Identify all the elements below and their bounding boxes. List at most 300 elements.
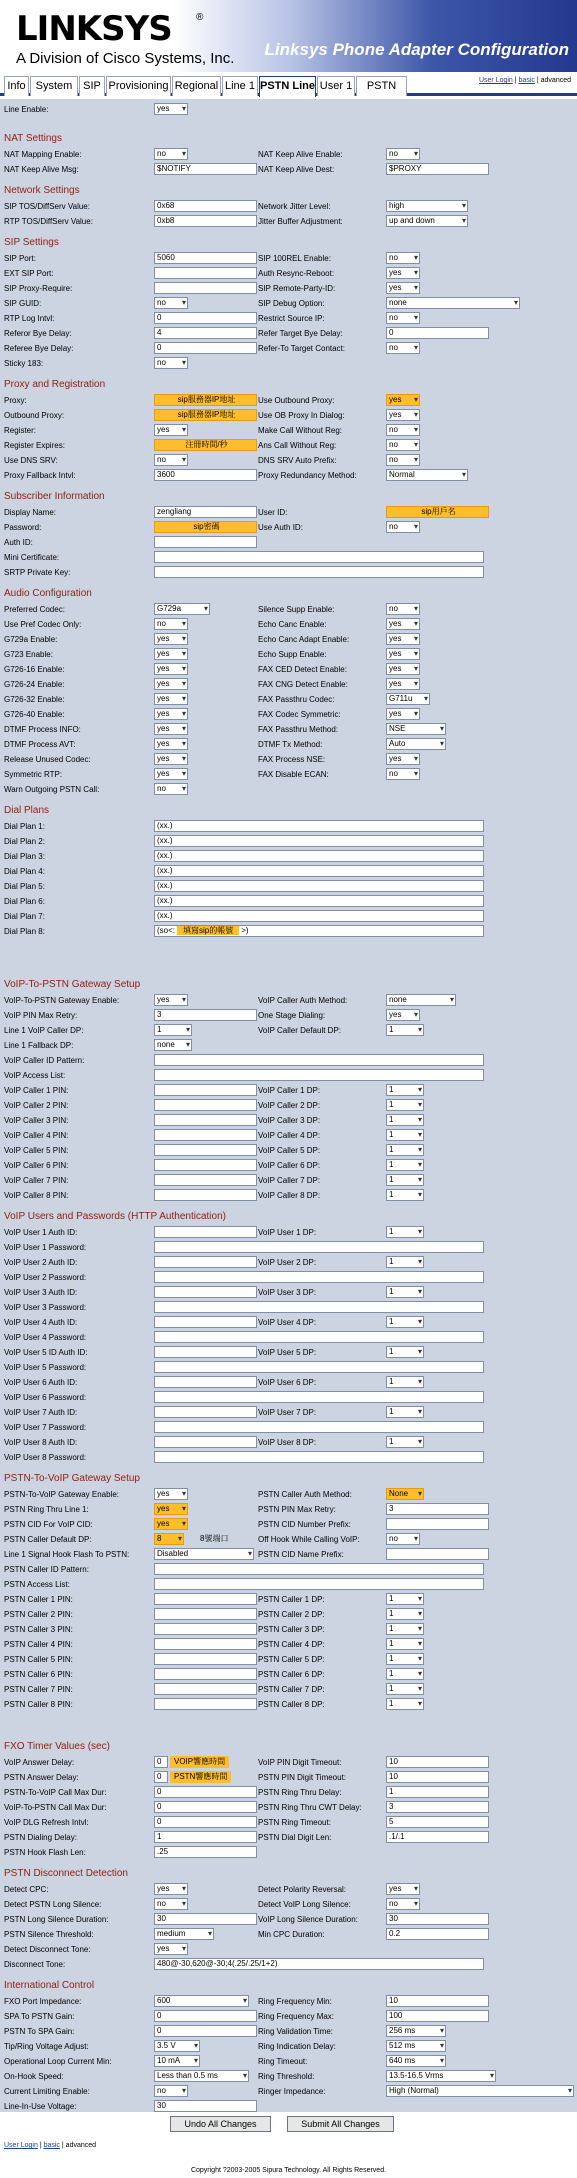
setting-row (0, 311, 577, 326)
voip-caller-auth-method-select[interactable]: none ▾ (386, 994, 456, 1006)
voip-caller-id-pattern-input[interactable] (154, 1054, 484, 1066)
setting-row (0, 1845, 577, 1860)
pstn-pin-max-retry-input[interactable]: 3 (386, 1503, 489, 1515)
dial-plan-6-input[interactable]: (xx.) (154, 895, 484, 907)
ring-frequency-max-input[interactable]: 100 (386, 2010, 489, 2022)
voip-caller-2-pin-input[interactable] (154, 1099, 257, 1111)
ring-validation-time-select[interactable]: 256 ms ▾ (386, 2025, 446, 2037)
pstn-caller-2-pin-input[interactable] (154, 1608, 257, 1620)
voip-caller-4-pin-input[interactable] (154, 1129, 257, 1141)
dial-plan-2-input[interactable]: (xx.) (154, 835, 484, 847)
pstn-caller-1-dp-select[interactable]: 1 ▾ (386, 1593, 424, 1605)
setting-row (0, 468, 577, 483)
section-heading-voip-users-and-passwords-http-authentication: VoIP Users and Passwords (HTTP Authentication) (4, 1211, 226, 1222)
voip-user-2-password-input[interactable] (154, 1271, 484, 1283)
pstn-access-list-input[interactable] (154, 1578, 484, 1590)
tab-regional[interactable]: Regional (172, 76, 221, 96)
voip-user-5-dp-select[interactable]: 1 ▾ (386, 1346, 424, 1358)
make-call-without-reg-select[interactable]: no ▾ (386, 424, 420, 436)
section-row (0, 1211, 577, 1226)
proxy-fallback-intvl-input[interactable]: 3600 (154, 469, 257, 481)
setting-row (0, 1667, 577, 1682)
dial-plan-7-input[interactable]: (xx.) (154, 910, 484, 922)
pstn-caller-8-dp-select[interactable]: 1 ▾ (386, 1698, 424, 1710)
pstn-cid-for-voip-cid-select[interactable]: yes ▾ (154, 1518, 188, 1530)
label-use-pref-codec-only: Use Pref Codec Only: (4, 620, 82, 629)
ans-call-without-reg-select[interactable]: no ▾ (386, 439, 420, 451)
label-current-limiting-enable: Current Limiting Enable: (4, 2087, 90, 2096)
pstn-caller-id-pattern-input[interactable] (154, 1563, 484, 1575)
label-srtp-private-key: SRTP Private Key: (4, 568, 71, 577)
label-voip-user-2-dp: VoIP User 2 DP: (258, 1258, 317, 1267)
voip-user-2-dp-select[interactable]: 1 ▾ (386, 1256, 424, 1268)
nat-keep-alive-dest-input[interactable]: $PROXY (386, 163, 489, 175)
g729a-enable-select[interactable]: yes ▾ (154, 633, 188, 645)
voip-user-1-dp-select[interactable]: 1 ▾ (386, 1226, 424, 1238)
ring-threshold-select[interactable]: 13.5-16.5 Vrms ▾ (386, 2070, 496, 2082)
pstn-caller-4-dp-select[interactable]: 1 ▾ (386, 1638, 424, 1650)
voip-to-pstn-gateway-enable-select[interactable]: yes ▾ (154, 994, 188, 1006)
tab-pstn-user[interactable]: PSTN (356, 76, 407, 96)
sip-port-input[interactable]: 5060 (154, 252, 257, 264)
pstn-caller-8-pin-input[interactable] (154, 1698, 257, 1710)
label-voip-caller-6-dp: VoIP Caller 6 DP: (258, 1161, 321, 1170)
label-pstn-long-silence-duration: PSTN Long Silence Duration: (4, 1915, 109, 1924)
label-rtp-log-intvl: RTP Log Intvl: (4, 314, 55, 323)
nat-keep-alive-msg-input[interactable]: $NOTIFY (154, 163, 257, 175)
setting-row (0, 266, 577, 281)
voip-user-7-dp-select[interactable]: 1 ▾ (386, 1406, 424, 1418)
pstn-dial-digit-len-input[interactable]: .1/.1 (386, 1831, 489, 1843)
pstn-cid-number-prefix-input[interactable] (386, 1518, 489, 1530)
g726-24-enable-select[interactable]: yes ▾ (154, 678, 188, 690)
silence-supp-enable-select[interactable]: no ▾ (386, 603, 420, 615)
rtp-tos-diffserv-value-input[interactable]: 0xb8 (154, 215, 257, 227)
button-bar (0, 2112, 577, 2136)
voip-user-5-password-input[interactable] (154, 1361, 484, 1373)
label-pstn-caller-6-dp: PSTN Caller 6 DP: (258, 1670, 325, 1679)
current-limiting-enable-select[interactable]: no ▾ (154, 2085, 188, 2097)
pstn-to-spa-gain-input[interactable]: 0 (154, 2025, 257, 2037)
g726-40-enable-select[interactable]: yes ▾ (154, 708, 188, 720)
user-id-input[interactable]: sip用戶名 (386, 506, 489, 518)
ring-frequency-min-input[interactable]: 10 (386, 1995, 489, 2007)
pstn-long-silence-duration-input[interactable]: 30 (154, 1913, 257, 1925)
fax-codec-symmetric-select[interactable]: yes ▾ (386, 708, 420, 720)
label-ext-sip-port: EXT SIP Port: (4, 269, 54, 278)
pstn-caller-3-dp-select[interactable]: 1 ▾ (386, 1623, 424, 1635)
voip-caller-2-dp-select[interactable]: 1 ▾ (386, 1099, 424, 1111)
dial-plan-3-input[interactable]: (xx.) (154, 850, 484, 862)
voip-user-3-dp-select[interactable]: 1 ▾ (386, 1286, 424, 1298)
label-voip-long-silence-duration: VoIP Long Silence Duration: (258, 1915, 358, 1924)
label-outbound-proxy: Outbound Proxy: (4, 411, 65, 420)
spa-to-pstn-gain-input[interactable]: 0 (154, 2010, 257, 2022)
off-hook-while-calling-voip-select[interactable]: no ▾ (386, 1533, 420, 1545)
dtmf-process-info-select[interactable]: yes ▾ (154, 723, 188, 735)
use-pref-codec-only-select[interactable]: no ▾ (154, 618, 188, 630)
label-sip-proxy-require: SIP Proxy-Require: (4, 284, 73, 293)
undo-all-changes-button[interactable]: Undo All Changes (170, 2116, 271, 2132)
pstn-answer-delay-input[interactable]: 0 (154, 1771, 168, 1783)
user-login-link[interactable]: User Login (478, 77, 513, 84)
dial-plan-4-input[interactable]: (xx.) (154, 865, 484, 877)
label-dtmf-process-info: DTMF Process INFO: (4, 725, 81, 734)
tab-line-1[interactable]: Line 1 (222, 76, 258, 96)
setting-row (0, 752, 577, 767)
voip-pin-max-retry-input[interactable]: 3 (154, 1009, 257, 1021)
voip-caller-8-pin-input[interactable] (154, 1189, 257, 1201)
voip-user-5-id-auth-id-input[interactable] (154, 1346, 257, 1358)
tab-system[interactable]: System (30, 76, 78, 96)
voip-caller-4-dp-select[interactable]: 1 ▾ (386, 1129, 424, 1141)
pstn-ring-timeout-input[interactable]: 5 (386, 1816, 489, 1828)
pstn-caller-6-dp-select[interactable]: 1 ▾ (386, 1668, 424, 1680)
label-fax-ced-detect-enable: FAX CED Detect Enable: (258, 665, 347, 674)
voip-user-4-password-input[interactable] (154, 1331, 484, 1343)
tab-info[interactable]: Info (4, 76, 29, 96)
voip-access-list-input[interactable] (154, 1069, 484, 1081)
setting-row (0, 1882, 577, 1897)
setting-row (0, 1592, 577, 1607)
label-ringer-impedance: Ringer Impedance: (258, 2087, 326, 2096)
pstn-ring-thru-delay-input[interactable]: 1 (386, 1786, 489, 1798)
g723-enable-select[interactable]: yes ▾ (154, 648, 188, 660)
echo-canc-enable-select[interactable]: yes ▾ (386, 618, 420, 630)
voip-user-4-dp-select[interactable]: 1 ▾ (386, 1316, 424, 1328)
echo-canc-adapt-enable-select[interactable]: yes ▾ (386, 633, 420, 645)
sip-tos-diffserv-value-input[interactable]: 0x68 (154, 200, 257, 212)
label-off-hook-while-calling-voip: Off Hook While Calling VoIP: (258, 1535, 360, 1544)
voip-user-6-auth-id-input[interactable] (154, 1376, 257, 1388)
echo-supp-enable-select[interactable]: yes ▾ (386, 648, 420, 660)
setting-row (0, 1800, 577, 1815)
label-nat-keep-alive-msg: NAT Keep Alive Msg: (4, 165, 79, 174)
section-row (0, 1868, 577, 1883)
fax-cng-detect-enable-select[interactable]: yes ▾ (386, 678, 420, 690)
tip-ring-voltage-adjust-select[interactable]: 3.5 V ▾ (154, 2040, 200, 2052)
voip-caller-7-dp-select[interactable]: 1 ▾ (386, 1174, 424, 1186)
line-enable-select[interactable]: yes ▾ (154, 103, 188, 115)
label-preferred-codec: Preferred Codec: (4, 605, 65, 614)
label-voip-caller-2-dp: VoIP Caller 2 DP: (258, 1101, 321, 1110)
label-sip-port: SIP Port: (4, 254, 36, 263)
password-input[interactable]: sip密碼 (154, 521, 257, 533)
voip-caller-7-pin-input[interactable] (154, 1174, 257, 1186)
line-1-signal-hook-flash-to-pstn-select[interactable]: Disabled ▾ (154, 1548, 254, 1560)
preferred-codec-select[interactable]: G729a ▾ (154, 603, 210, 615)
label-refer-to-target-contact: Refer-To Target Contact: (258, 344, 346, 353)
label-pstn-caller-4-dp: PSTN Caller 4 DP: (258, 1640, 325, 1649)
on-hook-speed-select[interactable]: Less than 0.5 ms ▾ (154, 2070, 249, 2082)
setting-row (0, 632, 577, 647)
label-voip-user-6-dp: VoIP User 6 DP: (258, 1378, 317, 1387)
user-login-link[interactable]: User Login (4, 2142, 38, 2149)
voip-caller-1-pin-input[interactable] (154, 1084, 257, 1096)
ring-timeout-select[interactable]: 640 ms ▾ (386, 2055, 446, 2067)
label-auth-id: Auth ID: (4, 538, 33, 547)
ringer-impedance-select[interactable]: High (Normal) ▾ (386, 2085, 574, 2097)
pstn-caller-auth-method-select[interactable]: None ▾ (386, 1488, 424, 1500)
label-ring-frequency-max: Ring Frequency Max: (258, 2012, 335, 2021)
detect-disconnect-tone-select[interactable]: yes ▾ (154, 1943, 188, 1955)
setting-row (0, 1240, 577, 1255)
setting-row (0, 1487, 577, 1502)
label-mini-certificate: Mini Certificate: (4, 553, 60, 562)
label-sip-debug-option: SIP Debug Option: (258, 299, 325, 308)
pstn-hook-flash-len-input[interactable]: .25 (154, 1846, 257, 1858)
setting-row (0, 1255, 577, 1270)
register-select[interactable]: yes ▾ (154, 424, 188, 436)
pstn-to-voip-call-max-dur-input[interactable]: 0 (154, 1786, 257, 1798)
srtp-private-key-input[interactable] (154, 566, 484, 578)
use-outbound-proxy-select[interactable]: yes ▾ (386, 394, 420, 406)
basic-link[interactable]: basic (43, 2142, 60, 2149)
nat-mapping-enable-select[interactable]: no ▾ (154, 148, 188, 160)
use-auth-id-select[interactable]: no ▾ (386, 521, 420, 533)
use-dns-srv-select[interactable]: no ▾ (154, 454, 188, 466)
network-jitter-level-select[interactable]: high ▾ (386, 200, 468, 212)
sip-remote-party-id-select[interactable]: yes ▾ (386, 282, 420, 294)
dial-plan-8-input[interactable] (154, 925, 484, 937)
pstn-ring-thru-line-1-select[interactable]: yes ▾ (154, 1503, 188, 1515)
page-title: Linksys Phone Adapter Configuration (264, 40, 569, 59)
sticky-183-select[interactable]: no ▾ (154, 357, 188, 369)
setting-row (0, 423, 577, 438)
voip-caller-default-dp-select[interactable]: 1 ▾ (386, 1024, 424, 1036)
setting-row (0, 662, 577, 677)
voip-caller-3-dp-select[interactable]: 1 ▾ (386, 1114, 424, 1126)
fax-process-nse-select[interactable]: yes ▾ (386, 753, 420, 765)
label-echo-canc-enable: Echo Canc Enable: (258, 620, 327, 629)
setting-row (0, 1830, 577, 1845)
ext-sip-port-input[interactable] (154, 267, 257, 279)
voip-caller-3-pin-input[interactable] (154, 1114, 257, 1126)
label-voip-user-7-password: VoIP User 7 Password: (4, 1423, 87, 1432)
voip-long-silence-duration-input[interactable]: 30 (386, 1913, 489, 1925)
display-name-input[interactable]: zengliang (154, 506, 257, 518)
pstn-ring-thru-cwt-delay-input[interactable]: 3 (386, 1801, 489, 1813)
outbound-proxy-input[interactable]: sip服務器IP地址 (154, 409, 257, 421)
label-pstn-caller-8-pin: PSTN Caller 8 PIN: (4, 1700, 73, 1709)
voip-dlg-refresh-intvl-input[interactable]: 0 (154, 1816, 257, 1828)
dial-plan-text: >) (241, 926, 249, 935)
setting-row (0, 1622, 577, 1637)
tab-pstn-line[interactable]: PSTN Line (259, 76, 316, 97)
g726-16-enable-select[interactable]: yes ▾ (154, 663, 188, 675)
label-voip-answer-delay: VoIP Answer Delay: (4, 1758, 75, 1767)
warn-outgoing-pstn-call-select[interactable]: no ▾ (154, 783, 188, 795)
pstn-caller-7-pin-input[interactable] (154, 1683, 257, 1695)
proxy-input[interactable]: sip服務器IP地址 (154, 394, 257, 406)
setting-row (0, 1113, 577, 1128)
detect-cpc-select[interactable]: yes ▾ (154, 1883, 188, 1895)
line-1-voip-caller-dp-select[interactable]: 1 ▾ (154, 1024, 192, 1036)
voip-user-7-password-input[interactable] (154, 1421, 484, 1433)
voip-user-2-auth-id-input[interactable] (154, 1256, 257, 1268)
pstn-dialing-delay-input[interactable]: 1 (154, 1831, 257, 1843)
label-pstn-answer-delay: PSTN Answer Delay: (4, 1773, 79, 1782)
g726-32-enable-select[interactable]: yes ▾ (154, 693, 188, 705)
setting-row (0, 909, 577, 924)
label-display-name: Display Name: (4, 508, 57, 517)
fax-passthru-method-select[interactable]: NSE ▾ (386, 723, 446, 735)
label-release-unused-codec: Release Unused Codec: (4, 755, 91, 764)
label-dns-srv-auto-prefix: DNS SRV Auto Prefix: (258, 456, 337, 465)
pstn-caller-7-dp-select[interactable]: 1 ▾ (386, 1683, 424, 1695)
sip-proxy-require-input[interactable] (154, 282, 257, 294)
detect-pstn-long-silence-select[interactable]: no ▾ (154, 1898, 188, 1910)
voip-caller-5-dp-select[interactable]: 1 ▾ (386, 1144, 424, 1156)
setting-row (0, 1158, 577, 1173)
setting-row (0, 408, 577, 423)
section-heading-proxy-and-registration: Proxy and Registration (4, 379, 106, 390)
voip-user-1-password-input[interactable] (154, 1241, 484, 1253)
section-heading-international-control: International Control (4, 1980, 95, 1991)
voip-to-pstn-call-max-dur-input[interactable]: 0 (154, 1801, 257, 1813)
proxy-redundancy-method-select[interactable]: Normal ▾ (386, 469, 468, 481)
label-pstn-to-spa-gain: PSTN To SPA Gain: (4, 2027, 75, 2036)
pstn-to-voip-gateway-enable-select[interactable]: yes ▾ (154, 1488, 188, 1500)
detect-polarity-reversal-select[interactable]: yes ▾ (386, 1883, 420, 1895)
refer-target-bye-delay-input[interactable]: 0 (386, 327, 489, 339)
fax-ced-detect-enable-select[interactable]: yes ▾ (386, 663, 420, 675)
setting-row (0, 864, 577, 879)
pstn-caller-4-pin-input[interactable] (154, 1638, 257, 1650)
label-voip-pin-digit-timeout: VoIP PIN Digit Timeout: (258, 1758, 342, 1767)
voip-caller-6-pin-input[interactable] (154, 1159, 257, 1171)
voip-user-3-auth-id-input[interactable] (154, 1286, 257, 1298)
pstn-caller-default-dp-select[interactable]: 8 ▾ (154, 1533, 184, 1545)
voip-user-7-auth-id-input[interactable] (154, 1406, 257, 1418)
basic-link[interactable]: basic (518, 77, 535, 84)
operational-loop-current-min-select[interactable]: 10 mA ▾ (154, 2055, 200, 2067)
setting-row (0, 1315, 577, 1330)
tab-provisioning[interactable]: Provisioning (106, 76, 171, 96)
use-ob-proxy-in-dialog-select[interactable]: yes ▾ (386, 409, 420, 421)
label-voip-caller-8-dp: VoIP Caller 8 DP: (258, 1191, 321, 1200)
setting-row (0, 1068, 577, 1083)
label-voip-user-6-auth-id: VoIP User 6 Auth ID: (4, 1378, 78, 1387)
pstn-caller-6-pin-input[interactable] (154, 1668, 257, 1680)
voip-user-6-password-input[interactable] (154, 1391, 484, 1403)
dns-srv-auto-prefix-select[interactable]: no ▾ (386, 454, 420, 466)
pstn-caller-2-dp-select[interactable]: 1 ▾ (386, 1608, 424, 1620)
voip-user-8-dp-select[interactable]: 1 ▾ (386, 1436, 424, 1448)
label-voip-user-1-dp: VoIP User 1 DP: (258, 1228, 317, 1237)
fax-passthru-codec-select[interactable]: G711u ▾ (386, 693, 430, 705)
dial-plan-text: (so<: (157, 926, 176, 935)
dial-plan-1-input[interactable]: (xx.) (154, 820, 484, 832)
release-unused-codec-select[interactable]: yes ▾ (154, 753, 188, 765)
sip-guid-select[interactable]: no ▾ (154, 297, 188, 309)
auth-id-input[interactable] (154, 536, 257, 548)
detect-voip-long-silence-select[interactable]: no ▾ (386, 1898, 420, 1910)
label-echo-canc-adapt-enable: Echo Canc Adapt Enable: (258, 635, 350, 644)
dial-plan-5-input[interactable]: (xx.) (154, 880, 484, 892)
voip-caller-5-pin-input[interactable] (154, 1144, 257, 1156)
voip-user-8-password-input[interactable] (154, 1451, 484, 1463)
referor-bye-delay-input[interactable]: 4 (154, 327, 257, 339)
auth-resync-reboot-select[interactable]: yes ▾ (386, 267, 420, 279)
setting-row (0, 520, 577, 535)
symmetric-rtp-select[interactable]: yes ▾ (154, 768, 188, 780)
setting-row (0, 1502, 577, 1517)
voip-user-1-auth-id-input[interactable] (154, 1226, 257, 1238)
label-fax-disable-ecan: FAX Disable ECAN: (258, 770, 329, 779)
line-in-use-voltage-input[interactable]: 30 (154, 2100, 257, 2112)
voip-user-3-password-input[interactable] (154, 1301, 484, 1313)
voip-answer-delay-input[interactable]: 0 (154, 1756, 168, 1768)
dtmf-tx-method-select[interactable]: Auto ▾ (386, 738, 446, 750)
one-stage-dialing-select[interactable]: yes ▾ (386, 1009, 420, 1021)
pstn-cid-name-prefix-input[interactable] (386, 1548, 489, 1560)
bottom-view-links (4, 2142, 96, 2149)
pstn-pin-digit-timeout-input[interactable]: 10 (386, 1771, 489, 1783)
label-voip-user-4-password: VoIP User 4 Password: (4, 1333, 87, 1342)
sip-debug-option-select[interactable]: none ▾ (386, 297, 520, 309)
pstn-silence-threshold-select[interactable]: medium ▾ (154, 1928, 214, 1940)
disconnect-tone-input[interactable]: 480@-30,620@-30;4(.25/.25/1+2) (154, 1958, 484, 1970)
fxo-port-impedance-select[interactable]: 600 ▾ (154, 1995, 249, 2007)
label-user-id: User ID: (258, 508, 288, 517)
pstn-caller-5-dp-select[interactable]: 1 ▾ (386, 1653, 424, 1665)
pstn-caller-1-pin-input[interactable] (154, 1593, 257, 1605)
label-voip-user-5-dp: VoIP User 5 DP: (258, 1348, 317, 1357)
dtmf-process-avt-select[interactable]: yes ▾ (154, 738, 188, 750)
submit-all-changes-button[interactable]: Submit All Changes (287, 2116, 394, 2132)
label-pstn-caller-1-dp: PSTN Caller 1 DP: (258, 1595, 325, 1604)
sip-100rel-enable-select[interactable]: no ▾ (386, 252, 420, 264)
tab-sip[interactable]: SIP (79, 76, 105, 96)
register-expires-input[interactable]: 注冊時間/秒 (154, 439, 257, 451)
label-voip-caller-1-dp: VoIP Caller 1 DP: (258, 1086, 321, 1095)
restrict-source-ip-select[interactable]: no ▾ (386, 312, 420, 324)
referee-bye-delay-input[interactable]: 0 (154, 342, 257, 354)
label-pstn-caller-8-dp: PSTN Caller 8 DP: (258, 1700, 325, 1709)
voip-caller-8-dp-select[interactable]: 1 ▾ (386, 1189, 424, 1201)
pstn-caller-5-pin-input[interactable] (154, 1653, 257, 1665)
setting-row (0, 1360, 577, 1375)
jitter-buffer-adjustment-select[interactable]: up and down ▾ (386, 215, 468, 227)
setting-row (0, 677, 577, 692)
tab-user-1[interactable]: User 1 (317, 76, 355, 96)
label-pstn-caller-1-pin: PSTN Caller 1 PIN: (4, 1595, 73, 1604)
label-referor-bye-delay: Referor Bye Delay: (4, 329, 72, 338)
voip-user-6-dp-select[interactable]: 1 ▾ (386, 1376, 424, 1388)
fax-disable-ecan-select[interactable]: no ▾ (386, 768, 420, 780)
setting-row (0, 1270, 577, 1285)
line-1-fallback-dp-select[interactable]: none ▾ (154, 1039, 192, 1051)
voip-pin-digit-timeout-input[interactable]: 10 (386, 1756, 489, 1768)
nat-keep-alive-enable-select[interactable]: no ▾ (386, 148, 420, 160)
label-sip-remote-party-id: SIP Remote-Party-ID: (258, 284, 336, 293)
refer-to-target-contact-select[interactable]: no ▾ (386, 342, 420, 354)
voip-user-8-auth-id-input[interactable] (154, 1436, 257, 1448)
label-voip-user-7-auth-id: VoIP User 7 Auth ID: (4, 1408, 78, 1417)
pstn-caller-3-pin-input[interactable] (154, 1623, 257, 1635)
voip-user-4-auth-id-input[interactable] (154, 1316, 257, 1328)
voip-caller-1-dp-select[interactable]: 1 ▾ (386, 1084, 424, 1096)
mini-certificate-input[interactable] (154, 551, 484, 563)
min-cpc-duration-input[interactable]: 0.2 (386, 1928, 489, 1940)
setting-row (0, 505, 577, 520)
voip-caller-6-dp-select[interactable]: 1 ▾ (386, 1159, 424, 1171)
label-voip-caller-3-dp: VoIP Caller 3 DP: (258, 1116, 321, 1125)
rtp-log-intvl-input[interactable]: 0 (154, 312, 257, 324)
setting-row (0, 1188, 577, 1203)
ring-indication-delay-select[interactable]: 512 ms ▾ (386, 2040, 446, 2052)
